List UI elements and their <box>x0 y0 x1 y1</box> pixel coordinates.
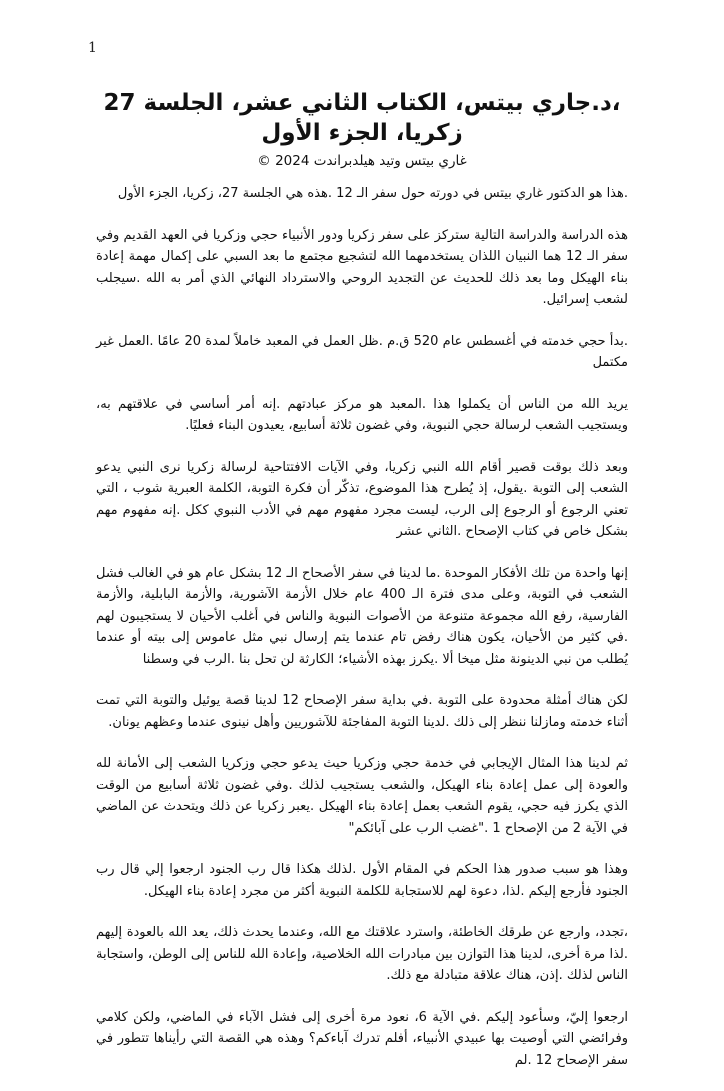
title-block <box>90 88 634 172</box>
paragraph-4: يريد الله من الناس أن يكملوا هذا .المعبد هو مركز عبادتهم .إنه أمر أساسي في علاقتهم به، ويستجيب الشعب لرسالة حجي النبوية، وفي غضون ثلاثة أسابيع، يعيدون البناء فعليًا. <box>96 396 628 433</box>
paragraph-8: ثم لدينا هذا المثال الإيجابي في خدمة حجي وزكريا حيث يدعو حجي وزكريا الشعب إلى الأمانة لله والعودة إلى عمل إعادة بناء الهيكل، والشعب يستجيب لذلك .وفي غضون ثلاثة أسابيع من الوقت الذي يكرز فيه حجي، يقوم الشعب بعمل إعادة بناء الهيكل .يعبر زكريا عن ذلك ويتحدث عن الماضي في الآية 2 من الإصحاح 1 ."غضب الرب على آبائكم" <box>96 756 628 836</box>
document-title-line-2: زكريا، الجزء الأول <box>261 120 463 146</box>
page-number: 1 <box>88 40 97 56</box>
paragraph-9: وهذا هو سبب صدور هذا الحكم في المقام الأول .لذلك هكذا قال رب الجنود ارجعوا إلي قال رب الجنود فأرجع إليكم .لذا، دعوة لهم للاستجابة للكلمة النبوية أكثر من مجرد إعادة بناء الهيكل. <box>96 862 628 899</box>
paragraph-2: هذه الدراسة والدراسة التالية ستركز على سفر زكريا ودور الأنبياء حجي وزكريا في العهد القديم وفي سفر الـ 12 هما النبيان اللذان يستخدمهما الله لتشجيع مجتمع ما بعد السبي على إكمال مهمة إعادة بناء الهيكل وما بعد ذلك للحديث عن التجديد الروحي والاسترداد النهائي الذي أمر به الله .سيجلب لشعب إسرائيل. <box>96 227 628 307</box>
document-title-line-1: ،د.جاري بيتس، الكتاب الثاني عشر، الجلسة 27 <box>103 90 621 116</box>
paragraph-6: إنها واحدة من تلك الأفكار الموحدة .ما لدينا في سفر الأصحاح الـ 12 بشكل عام هو في الغالب فشل الشعب في التوبة، وعلى مدى فترة الـ 400 عام خلال الأزمة الآشورية، والأزمة البابلية، والأزمة الفارسية، رفع الله مجموعة متنوعة من الأصوات النبوية والناس في أغلب الأحيان لا يستجيبون لهم .في كثير من الأحيان، يكون هناك رفض تام عندما يتم إرسال نبي مثل عاموس إلى بيته أو عندما يُطلب من نبي الدينونة مثل ميخا ألا .يكرز بهذه الأشياء؛ الكارثة لن تحل بنا .الرب في وسطنا <box>96 565 628 667</box>
document-body <box>96 183 628 1091</box>
paragraph-11: ارجعوا إليّ، وسأعود إليكم .في الآية 6، نعود مرة أخرى إلى فشل الآباء في الماضي، ولكن كلامي وفرائضي التي أوصيت بها عبيدي الأنبياء، أفلم تدرك آباءكم؟ وهذه هي القصة التي رأيناها تتطور في سفر الإصحاح 12 .لم <box>96 1009 628 1068</box>
paragraph-10: ،تجدد، وارجع عن طرقك الخاطئة، واسترد علاقتك مع الله، وعندما يحدث ذلك، يعد الله بالعودة إليهم .لذا مرة أخرى، لدينا هذا التوازن بين مبادرات الله الخلاصية، وإعادة الله للناس إلى الوطن، واستجابة الناس لذلك .إذن، هناك علاقة متبادلة مع ذلك. <box>96 925 628 983</box>
paragraph-5: وبعد ذلك بوقت قصير أقام الله النبي زكريا، وفي الآيات الافتتاحية لرسالة زكريا نرى النبي يدعو الشعب إلى التوبة .يقول، إذ يُطرح هذا الموضوع، تذكّر أن فكرة التوبة، الكلمة العبرية شوب ، التي تعني الرجوع أو الرجوع إلى الرب، ليست مجرد مفهوم مهم في الأدب النبوي ككل .إنه مفهوم مهم بشكل خاص في كتاب الإصحاح .الثاني عشر <box>96 459 628 539</box>
paragraph-3: .بدأ حجي خدمته في أغسطس عام 520 ق.م .ظل العمل في المعبد خاملاً لمدة 20 عامًا .العمل غير مكتمل <box>96 333 628 370</box>
copyright-line: غاري بيتس وتيد هيلدبراندت 2024 © <box>257 153 467 169</box>
paragraph-1: .هذا هو الدكتور غاري بيتس في دورته حول سفر الـ 12 .هذه هي الجلسة 27، زكريا، الجزء الأول <box>117 186 628 201</box>
paragraph-7: لكن هناك أمثلة محدودة على التوبة .في بداية سفر الإصحاح 12 لدينا قصة يوئيل والتوبة التي تمت أثناء خدمته ومازلنا ننظر إلى ذلك .لدينا التوبة المفاجئة للآشوريين وأهل نينوى عندما وعظهم يونان. <box>96 693 628 730</box>
